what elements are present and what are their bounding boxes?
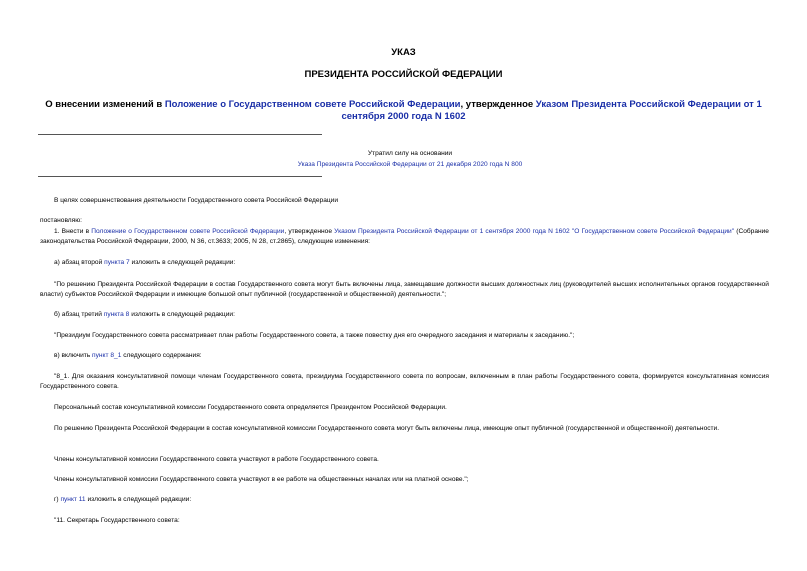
subitem-a-text: а) абзац второй bbox=[54, 259, 105, 266]
title-link-decree[interactable]: Указом Президента Российской Федерации от 1 сентября 2000 года N 1602 bbox=[341, 99, 762, 122]
divider-bottom bbox=[38, 176, 322, 177]
title-link-regulation[interactable]: Положение о Государственном совете Российской Федерации bbox=[164, 99, 461, 110]
preamble: В целях совершенствования деятельности Государственного совета Российской Федерации bbox=[54, 197, 338, 204]
subitem-v-text: следующего содержания: bbox=[121, 352, 202, 359]
subitem-b bbox=[40, 310, 769, 320]
document-title bbox=[40, 99, 767, 123]
subitem-a-text: изложить в следующей редакции: bbox=[129, 259, 236, 266]
issuer-heading: ПРЕЗИДЕНТА РОССИЙСКОЙ ФЕДЕРАЦИИ bbox=[304, 69, 503, 80]
title-text: , утвержденное bbox=[460, 99, 536, 110]
subitem-g-text: изложить в следующей редакции: bbox=[85, 496, 192, 503]
decree-word: постановляю: bbox=[40, 217, 83, 224]
status-text: Утратил силу на основании bbox=[367, 150, 453, 157]
subitem-g bbox=[40, 495, 769, 505]
decree-heading: УКАЗ bbox=[391, 47, 416, 58]
subitem-v-text: в) включить bbox=[54, 352, 93, 359]
subitem-a bbox=[40, 258, 769, 268]
subitem-v-quote-4: Члены консультативной комиссии Государственного совета участвуют в работе Государственного совета. bbox=[54, 456, 379, 463]
title-text: О внесении изменений в bbox=[45, 99, 165, 110]
status-note bbox=[225, 148, 595, 170]
subitem-g-text: г) bbox=[54, 496, 61, 503]
item-1 bbox=[40, 227, 769, 247]
item-1-text: 1. Внести в bbox=[54, 228, 92, 235]
subitem-v-quote-1: "8_1. Для оказания консультативной помощи членам Государственного совета, президиума Государственного совета по вопросам, включенным в план работы Государственного совета, формируется консультативная комиссия Государственного совета. bbox=[40, 373, 769, 390]
subitem-b-text: изложить в следующей редакции: bbox=[129, 311, 235, 318]
subitem-v-quote-3: По решению Президента Российской Федерации в состав консультативной комиссии Государственного совета могут быть включены лица, имеющие опыт публичной (государственной и общественной) деятельности. bbox=[54, 425, 720, 432]
item-1-link-decree[interactable]: Указом Президента Российской Федерации от 1 сентября 2000 года N 1602 "О Государственном совете Российской Федерации" bbox=[334, 228, 735, 235]
subitem-a-quote: "По решению Президента Российской Федерации в состав Государственного совета могут быть включены лица, замещавшие должности высших должностных лиц (руководителей высших исполнительных органов государственной власти) субъектов Российской Федерации и имеющие большой опыт публичной (государственной и общественной) деятельности."; bbox=[40, 281, 769, 298]
subitem-b-quote: "Президиум Государственного совета рассматривает план работы Государственного совета, а также повестку дня его очередного заседания и материалы к заседанию."; bbox=[54, 332, 575, 339]
item-1-link-regulation[interactable]: Положение о Государственном совете Российской Федерации bbox=[91, 228, 285, 235]
subitem-g-quote: "11. Секретарь Государственного совета: bbox=[54, 517, 180, 524]
status-link[interactable]: Указа Президента Российской Федерации от 21 декабря 2020 года N 800 bbox=[297, 161, 523, 168]
divider-top bbox=[38, 134, 322, 135]
link-point-7[interactable]: пункта 7 bbox=[104, 259, 130, 266]
link-point-8[interactable]: пункта 8 bbox=[103, 311, 130, 318]
link-point-8-1[interactable]: пункт 8_1 bbox=[92, 352, 122, 359]
subitem-b-text: б) абзац третий bbox=[54, 311, 104, 318]
subitem-v-quote-5: Члены консультативной комиссии Государственного совета участвуют в ее работе на общественных началах или на платной основе."; bbox=[54, 476, 469, 483]
subitem-v-quote-2: Персональный состав консультативной комиссии Государственного совета определяется Президентом Российской Федерации. bbox=[54, 404, 447, 411]
item-1-text: , утвержденное bbox=[284, 228, 335, 235]
item-1-text: (Собрание законодательства Российской Федерации, 2000, N 36, ст.3633; 2005, N 28, ст.2865), следующие изменения: bbox=[40, 228, 769, 245]
link-point-11[interactable]: пункт 11 bbox=[60, 496, 86, 503]
subitem-v bbox=[40, 351, 769, 361]
